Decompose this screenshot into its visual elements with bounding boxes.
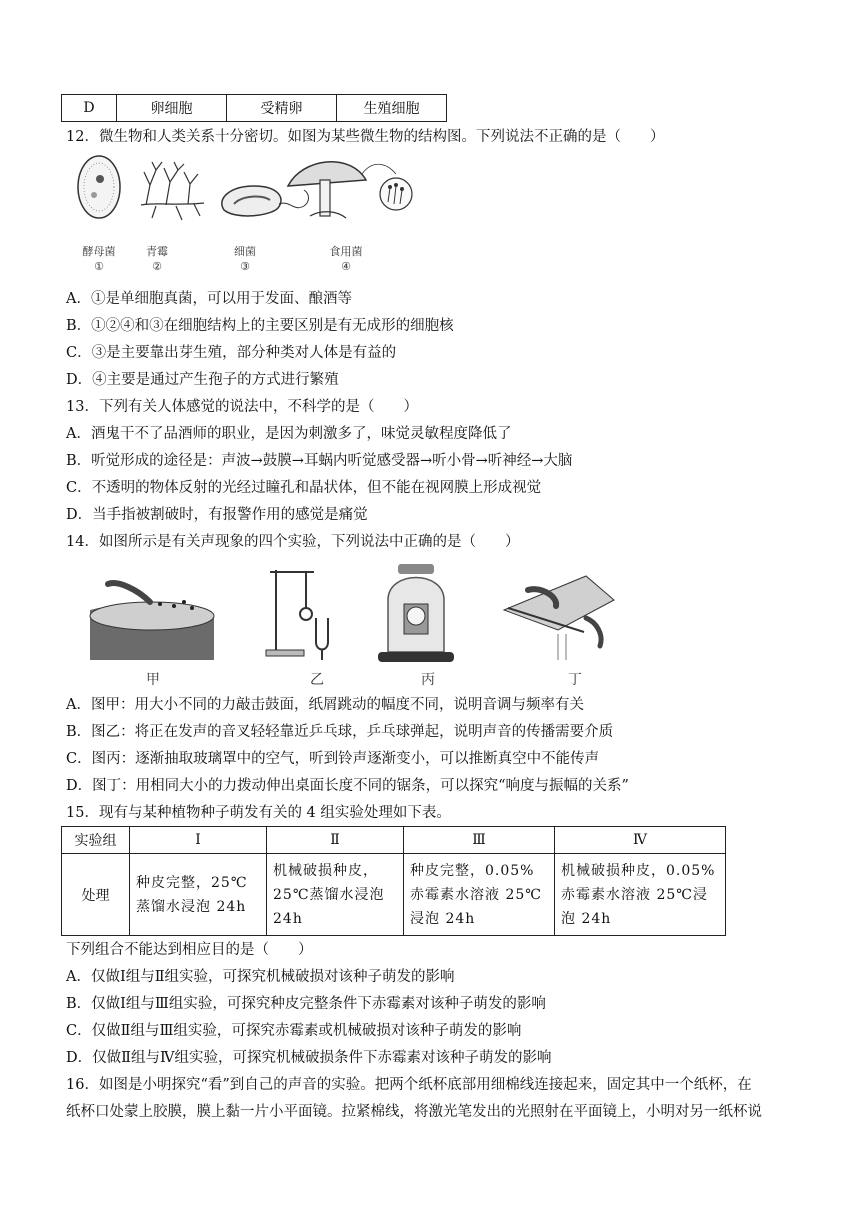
q16-line: 纸杯口处蒙上胶膜，膜上黏一片小平面镜。拉紧棉线，将激光笔发出的光照射在平面镜上，小明对另一纸杯说 <box>66 1104 762 1120</box>
figure-number: ④ <box>341 260 351 273</box>
table-cell: 卵细胞 <box>117 95 227 122</box>
table-row <box>62 854 726 936</box>
penicillium-figure <box>141 162 204 220</box>
option: B．听觉形成的途径是：声波→鼓膜→耳蜗内听觉感受器→听小骨→听神经→大脑 <box>66 453 573 469</box>
q13-stem: 13．下列有关人体感觉的说法中，不科学的是（ ） <box>66 399 418 415</box>
saw-blade-figure <box>504 576 614 660</box>
option: B．①②④和③在细胞结构上的主要区别是有无成形的细胞核 <box>66 318 454 334</box>
table-row <box>62 95 447 122</box>
q12-stem: 12．微生物和人类关系十分密切。如图为某些微生物的结构图。下列说法不正确的是（ ） <box>66 129 665 145</box>
figure-caption: 甲 <box>146 672 160 688</box>
q14-stem: 14．如图所示是有关声现象的四个实验，下列说法中正确的是（ ） <box>66 534 520 550</box>
bacterium-figure <box>222 186 309 216</box>
q15-question: 下列组合不能达到相应目的是（ ） <box>66 942 313 958</box>
table-cell: 机械破损种皮，25℃蒸馏水浸泡 24h <box>267 854 404 936</box>
option: A．图甲：用大小不同的力敲击鼓面，纸屑跳动的幅度不同，说明音调与频率有关 <box>66 697 584 713</box>
option: D．仅做Ⅱ组与Ⅳ组实验，可探究机械破损条件下赤霉素对该种子萌发的影响 <box>66 1050 552 1066</box>
microbe-figures <box>66 150 426 250</box>
option: C．不透明的物体反射的光经过瞳孔和晶状体，但不能在视网膜上形成视觉 <box>66 480 542 496</box>
figure-number: ③ <box>240 260 250 273</box>
table-cell: 种皮完整，25℃蒸馏水浸泡 24h <box>130 854 267 936</box>
figure-caption: 青霉 <box>146 245 168 258</box>
table-header: Ⅲ <box>404 827 555 854</box>
figure-caption: 丙 <box>421 672 435 688</box>
table-cell: 生殖细胞 <box>337 95 447 122</box>
option: D．④主要是通过产生孢子的方式进行繁殖 <box>66 372 339 388</box>
drum-figure <box>90 583 214 660</box>
figure-number: ① <box>94 260 104 273</box>
option: C．仅做Ⅱ组与Ⅲ组实验，可探究赤霉素或机械破损对该种子萌发的影响 <box>66 1023 522 1039</box>
row-label: 处理 <box>62 854 130 936</box>
yeast-figure <box>78 156 120 218</box>
option: A．仅做Ⅰ组与Ⅱ组实验，可探究机械破损对该种子萌发的影响 <box>66 969 455 985</box>
mushroom-figure <box>288 162 412 218</box>
tuning-fork-figure <box>266 570 328 660</box>
figure-caption: 乙 <box>310 672 324 688</box>
option: D．图丁：用相同大小的力拨动伸出桌面长度不同的锯条，可以探究“响度与振幅的关系” <box>66 778 629 794</box>
table-cell: 受精卵 <box>227 95 337 122</box>
table-row <box>62 827 726 854</box>
option: C．图丙：逐渐抽取玻璃罩中的空气，听到铃声逐渐变小，可以推断真空中不能传声 <box>66 751 600 767</box>
table-header: Ⅰ <box>130 827 267 854</box>
bell-jar-figure <box>378 564 454 662</box>
figure-caption: 细菌 <box>234 245 256 258</box>
table-header: Ⅳ <box>555 827 726 854</box>
option: B．图乙：将正在发声的音叉轻轻靠近乒乓球，乒乓球弹起，说明声音的传播需要介质 <box>66 724 614 740</box>
figure-caption: 丁 <box>568 672 582 688</box>
figure-caption: 食用菌 <box>329 245 363 258</box>
table-header: Ⅱ <box>267 827 404 854</box>
q16-line: 16．如图是小明探究“看”到自己的声音的实验。把两个纸杯底部用细棉线连接起来，固定其中一个纸杯，在 <box>66 1077 752 1093</box>
table-cell: D <box>62 95 117 122</box>
option: C．③是主要靠出芽生殖，部分种类对人体是有益的 <box>66 345 397 361</box>
experiment-table <box>61 826 726 936</box>
option: A．酒鬼干不了品酒师的职业，是因为刺激多了，味觉灵敏程度降低了 <box>66 426 512 442</box>
table-cell: 机械破损种皮，0.05%赤霉素水溶液 25℃浸泡 24h <box>555 854 726 936</box>
option: D．当手指被割破时，有报警作用的感觉是痛觉 <box>66 507 368 523</box>
table-cell: 种皮完整，0.05%赤霉素水溶液 25℃浸泡 24h <box>404 854 555 936</box>
sound-experiment-figures <box>88 560 624 668</box>
figure-number: ② <box>152 260 162 273</box>
option: A．①是单细胞真菌，可以用于发面、酿酒等 <box>66 291 352 307</box>
top-table <box>61 94 447 122</box>
table-header: 实验组 <box>62 827 130 854</box>
option: B．仅做Ⅰ组与Ⅲ组实验，可探究种皮完整条件下赤霉素对该种子萌发的影响 <box>66 996 546 1012</box>
q15-stem: 15．现有与某种植物种子萌发有关的 4 组实验处理如下表。 <box>66 805 451 821</box>
figure-caption: 酵母菌 <box>82 245 116 258</box>
